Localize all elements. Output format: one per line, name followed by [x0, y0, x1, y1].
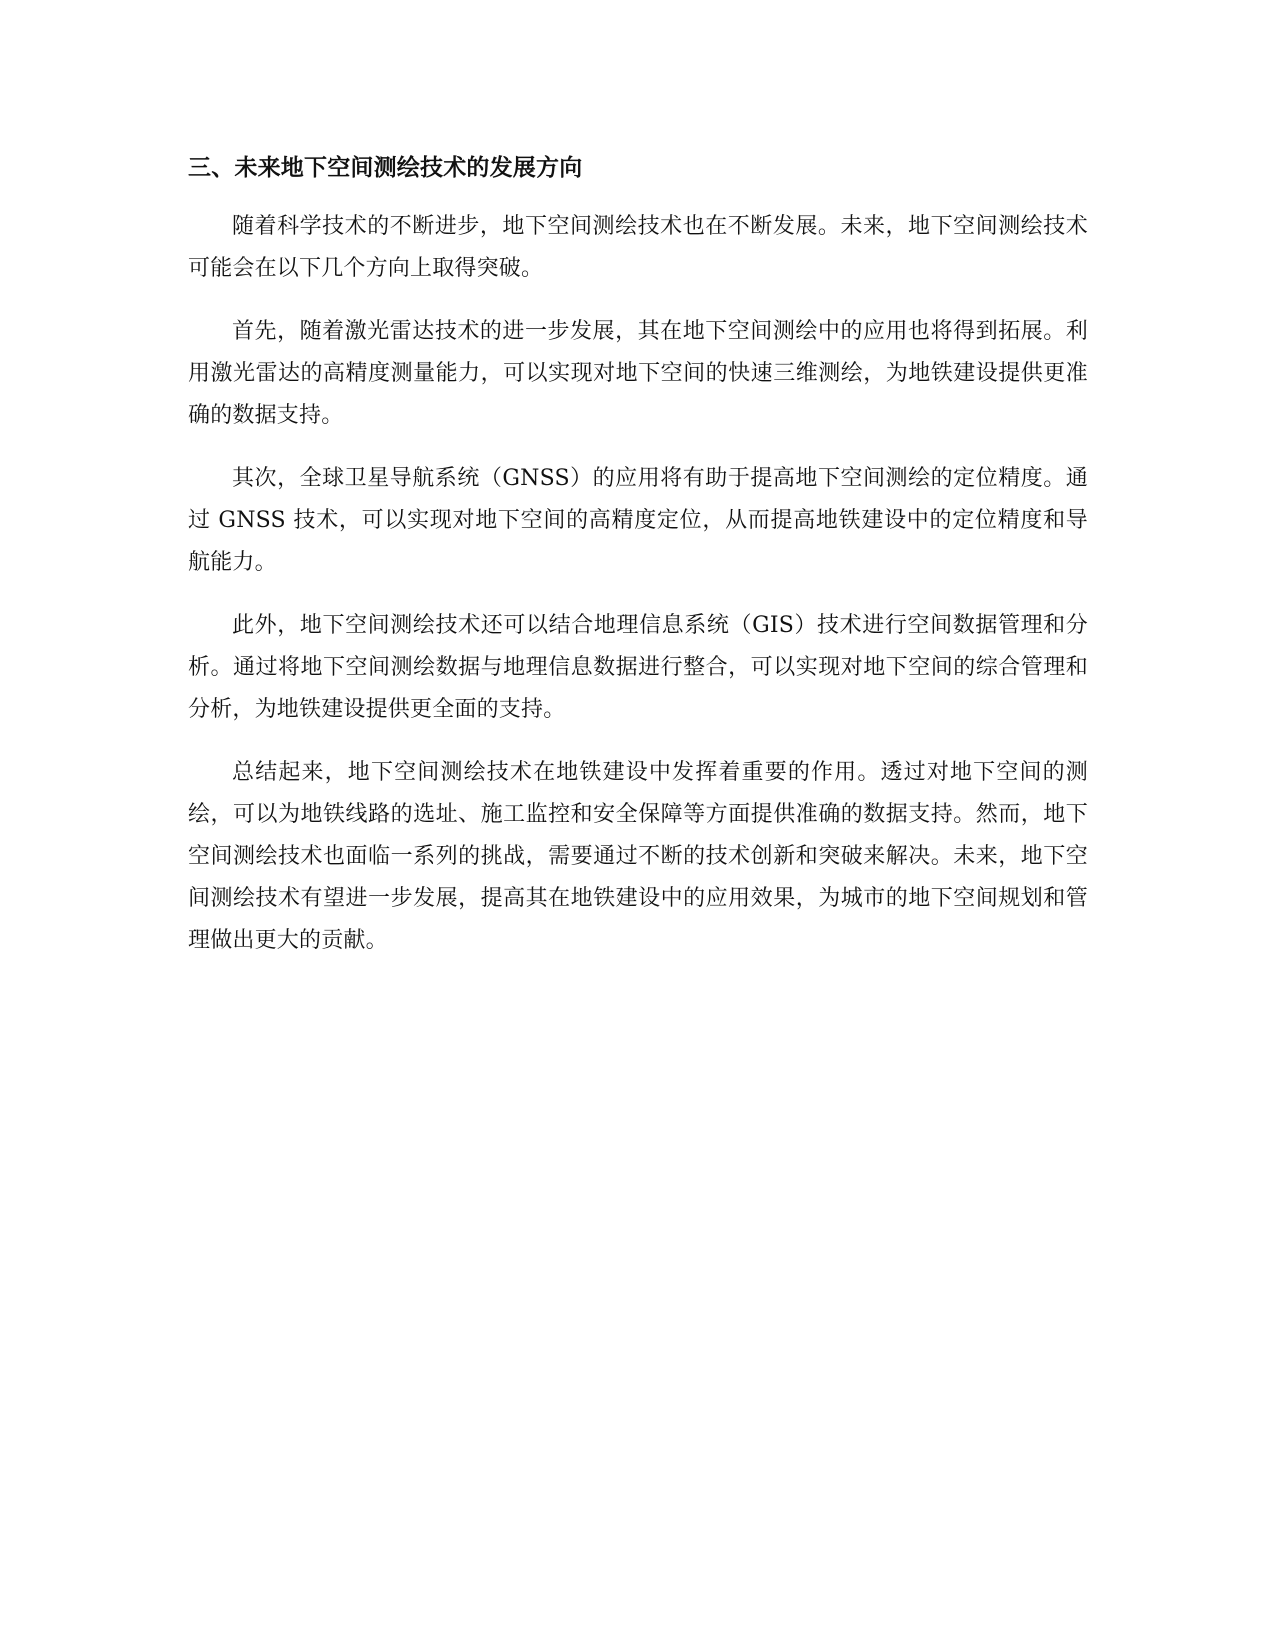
paragraph-intro: 随着科学技术的不断进步，地下空间测绘技术也在不断发展。未来，地下空间测绘技术可能会在以下几个方向上取得突破。: [188, 214, 1088, 281]
paragraph-gis: 此外，地下空间测绘技术还可以结合地理信息系统（GIS）技术进行空间数据管理和分析。通过将地下空间测绘数据与地理信息数据进行整合，可以实现对地下空间的综合管理和分析，为地铁建设提供更全面的支持。: [188, 613, 1088, 722]
section-heading: 三、未来地下空间测绘技术的发展方向: [188, 155, 583, 181]
paragraph-gnss: 其次，全球卫星导航系统（GNSS）的应用将有助于提高地下空间测绘的定位精度。通过 GNSS 技术，可以实现对地下空间的高精度定位，从而提高地铁建设中的定位精度和导航能力。: [188, 466, 1088, 575]
paragraph-summary: 总结起来，地下空间测绘技术在地铁建设中发挥着重要的作用。透过对地下空间的测绘，可以为地铁线路的选址、施工监控和安全保障等方面提供准确的数据支持。然而，地下空间测绘技术也面临一系列的挑战，需要通过不断的技术创新和突破来解决。未来，地下空间测绘技术有望进一步发展，提高其在地铁建设中的应用效果，为城市的地下空间规划和管理做出更大的贡献。: [188, 760, 1088, 953]
paragraph-lidar: 首先，随着激光雷达技术的进一步发展，其在地下空间测绘中的应用也将得到拓展。利用激光雷达的高精度测量能力，可以实现对地下空间的快速三维测绘，为地铁建设提供更准确的数据支持。: [188, 319, 1088, 428]
document-body: [188, 150, 1088, 983]
